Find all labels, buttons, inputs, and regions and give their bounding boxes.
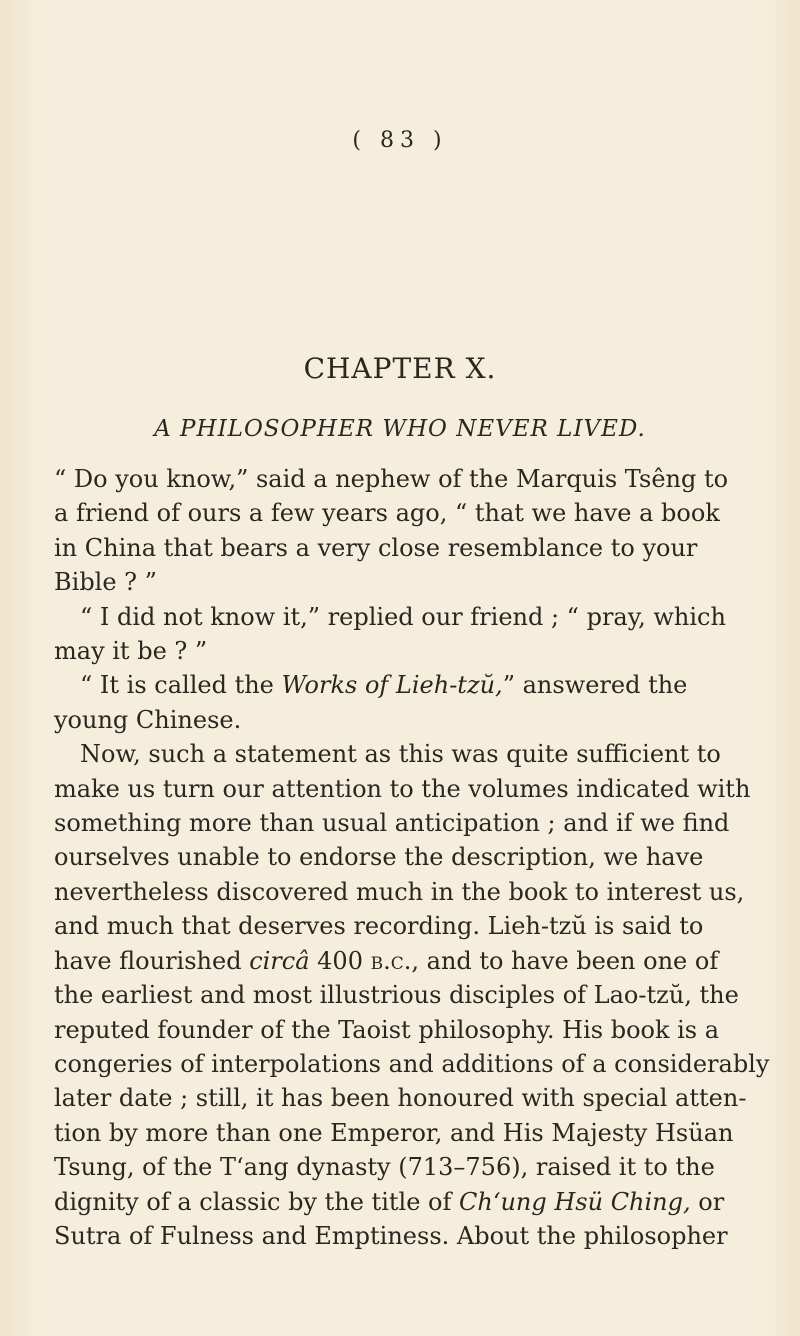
text-line: in China that bears a very close resemblance to your [54, 533, 698, 562]
page-number: ( 83 ) [352, 128, 448, 153]
chapter-title: A PHILOSOPHER WHO NEVER LIVED. [154, 416, 646, 442]
text-line: a friend of ours a few years ago, “ that we have a book [54, 499, 720, 528]
text-line: nevertheless discovered much in the book to interest us, [54, 877, 745, 906]
text-line: Bible ? ” [54, 568, 157, 597]
text-line: Sutra of Fulness and Emptiness. About the philosopher [54, 1221, 728, 1250]
text-fragment: or [690, 1187, 725, 1216]
text-line: may it be ? ” [54, 637, 208, 666]
text-line: Tsung, of the T‘ang dynasty (713–756), raised it to the [54, 1153, 715, 1182]
text-line [54, 944, 719, 978]
circa-word: circâ [249, 946, 310, 975]
text-line: the earliest and most illustrious disciples of Lao-tzŭ, the [54, 981, 739, 1010]
text-fragment: ” answered the [502, 671, 688, 700]
text-line: congeries of interpolations and additions of a considerably [54, 1049, 770, 1078]
text-fragment: dignity of a classic by the title of [54, 1187, 459, 1216]
book-title-classic: Ch‘ung Hsü Ching, [459, 1187, 691, 1216]
date-value: 400 [309, 946, 371, 975]
text-line: something more than usual anticipation ; and if we find [54, 809, 730, 838]
text-line: young Chinese. [54, 705, 242, 734]
text-line [54, 1185, 725, 1219]
text-line: and much that deserves recording. Lieh-tzŭ is said to [54, 912, 704, 941]
text-fragment: , and to have been one of [411, 946, 719, 975]
chapter-heading: CHAPTER X. [303, 352, 497, 385]
book-title-works: Works of Lieh-tzŭ, [281, 671, 503, 700]
text-line: tion by more than one Emperor, and His Majesty Hsüan [54, 1118, 734, 1147]
text-line: make us turn our attention to the volumes indicated with [54, 774, 751, 803]
text-line: reputed founder of the Taoist philosophy. His book is a [54, 1015, 720, 1044]
text-line: Now, such a statement as this was quite sufficient to [80, 740, 721, 769]
text-line: “ Do you know,” said a nephew of the Marquis Tsêng to [54, 465, 729, 493]
text-line: “ I did not know it,” replied our friend ; “ pray, which [80, 602, 726, 631]
text-fragment: have flourished [54, 946, 250, 975]
body-text [54, 462, 770, 1253]
text-line: ourselves unable to endorse the description, we have [54, 843, 704, 872]
bc-abbreviation: b.c. [370, 946, 412, 975]
text-fragment: “ It is called the [80, 671, 282, 700]
text-line [54, 668, 688, 702]
text-line: later date ; still, it has been honoured with special atten- [54, 1084, 747, 1113]
